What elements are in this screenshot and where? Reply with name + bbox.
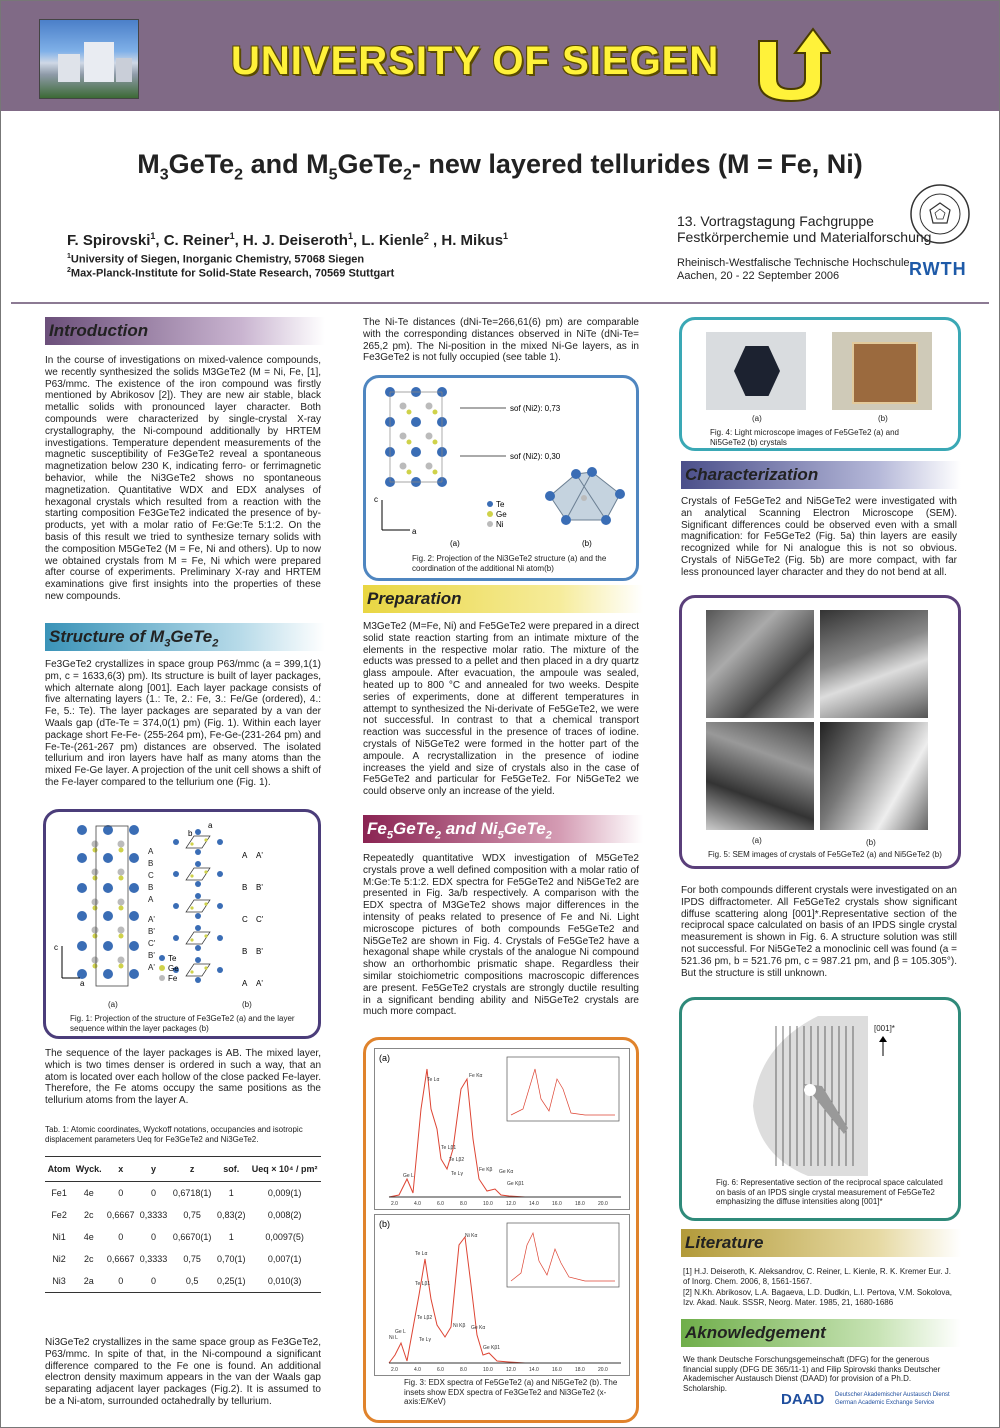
svg-text:Ni Kα: Ni Kα — [465, 1233, 478, 1239]
authors: F. Spirovski$^1$, C. Reiner$^1$, H. J. Deiseroth$^1$, L. Kienle$^2$ , H. Mikus$^1$ — [67, 231, 509, 249]
svg-text:20.0: 20.0 — [598, 1367, 608, 1373]
figure-5-frame — [679, 595, 961, 869]
svg-text:Ge Kβ1: Ge Kβ1 — [483, 1345, 501, 1351]
svg-text:A': A' — [148, 915, 155, 924]
literature-heading: Literature — [681, 1229, 961, 1257]
edx-spectrum-a — [374, 1048, 630, 1210]
table-caption: Tab. 1: Atomic coordinates, Wyckoff notations, occupancies and isotropic displacement parameters Ueq for Fe3GeTe2 and Ni3GeTe2. — [45, 1125, 303, 1144]
fig5-label-b: (b) — [866, 838, 876, 847]
svg-text:A: A — [242, 979, 248, 988]
svg-text:Ni: Ni — [496, 520, 504, 529]
preparation-text: M3GeTe2 (M=Fe, Ni) and Fe5GeTe2 were prepared in a direct solid state reaction starting from an intimate mixture of the elements in the respective molar ratio. The mixture of the educts was pressed to a pellet and then placed in a dry quartz glass ampoule. After evacuation, the ampoule was sealed, heated up to 800 °C and annealed for two weeks. Despite series of experiments, done at different temperatures in attempt to synthesized the Ni-derivate of Fe5GeTe2, we were not successful. In contrast to that a chemical transport reaction was successful in the presence of traces of iodine. crystals of Ni5GeTe2 were formed in the hotter part of the ampoule. A recrystallization in the presence of iodine increases the yield and size of crystals also in the case of Fe5GeTe2 and particular for Fe5GeTe2. For Ni5GeTe2 we could observe only an increase of the yield. — [363, 621, 639, 798]
svg-text:Ge: Ge — [496, 510, 507, 519]
figure-1-frame — [43, 809, 321, 1039]
svg-text:Fe: Fe — [168, 974, 178, 983]
svg-text:8.0: 8.0 — [460, 1367, 467, 1373]
svg-text:Ge L: Ge L — [395, 1329, 406, 1335]
figure-1-structure — [52, 818, 312, 998]
svg-text:Ni L: Ni L — [389, 1335, 398, 1341]
conference-name: 13. Vortragstagung Fachgruppe Festkörperchemie und Materialforschung — [677, 213, 932, 245]
fig1-label-b: (b) — [242, 1000, 252, 1009]
figure-2-caption: Fig. 2: Projection of the Ni3GeTe2 structure (a) and the coordination of the additional Ni atom(b) — [412, 554, 607, 573]
svg-text:16.0: 16.0 — [552, 1201, 562, 1207]
fig5-label-a: (a) — [752, 836, 762, 845]
poster-title: $M_3GeTe_2$ and $M_5GeTe_2-$ new layered tellurides (M = Fe, Ni) — [137, 149, 863, 184]
structure-text: Fe3GeTe2 crystallizes in space group P63/mmc (a = 399,1(1) pm, c = 1633,6(3) pm). Its structure is built of layer packages, which alternate along [001]. Each layer package consists of five alternating layers (1.: Te, 2.: Fe, 3.: Fe/Ge (ordered), 4.: Fe, 5.: Te). The layer packages are separated by a van der Waals gap (dTe-Te = 374,0(1) pm) (Fig. 1). Within each layer package short Fe-Fe- (255-264 pm), Fe-Ge-(231-264 pm) and Fe-Te-(261-267 pm) distances are observed. The isolated tellurium and iron layers have half as many atoms than the mixed Fe-Ge layer. A projection of the unit cell shows a shift of the Fe-layer compared to the tellurium one (Fig. 1). — [45, 659, 321, 788]
svg-text:10.0: 10.0 — [483, 1367, 493, 1373]
svg-text:4.0: 4.0 — [414, 1201, 421, 1207]
svg-text:B': B' — [256, 947, 263, 956]
svg-text:14.0: 14.0 — [529, 1367, 539, 1373]
svg-text:Ge Kα: Ge Kα — [499, 1169, 514, 1175]
svg-text:4.0: 4.0 — [414, 1367, 421, 1373]
figure-3-caption: Fig. 3: EDX spectra of Fe5GeTe2 (a) and Ni5GeTe2 (b). The insets show EDX spectra of Fe3GeTe2 and Ni3GeTe2 (x-axis:E/KeV) — [404, 1378, 618, 1406]
svg-text:20.0: 20.0 — [598, 1201, 608, 1207]
svg-text:Te Lγ: Te Lγ — [451, 1171, 463, 1177]
svg-text:12.0: 12.0 — [506, 1367, 516, 1373]
campus-photo — [39, 19, 139, 99]
svg-text:Fe Kα: Fe Kα — [469, 1073, 483, 1079]
svg-text:Ge Kα: Ge Kα — [471, 1325, 486, 1331]
svg-text:Te Lβ2: Te Lβ2 — [449, 1157, 465, 1163]
svg-text:Te: Te — [168, 954, 177, 963]
svg-text:16.0: 16.0 — [552, 1367, 562, 1373]
svg-text:A': A' — [256, 851, 263, 860]
arrow-up-icon — [878, 1036, 888, 1056]
svg-text:Te Lγ: Te Lγ — [419, 1337, 431, 1343]
m5-heading: $Fe_5GeTe_2$ and $Ni_5GeTe_2$ — [363, 815, 643, 843]
svg-text:Ni Kβ: Ni Kβ — [453, 1323, 466, 1329]
table-row: Ni3 2a 0 0 0,5 0,25(1) 0,010(3) — [52, 1276, 302, 1286]
figure-2-frame — [363, 375, 639, 581]
sequence-text: The sequence of the layer packages is AB. The mixed layer, which is two times denser is ordered in such a way, that an atom is located over each hollow of the close packed Fe-layer. Therefore, the Fe atoms occupy the same positions as the tellurium atoms from the layer A. — [45, 1048, 321, 1107]
table-row: Ni2 2c 0,6667 0,3333 0,75 0,70(1) 0,007(1) — [52, 1254, 302, 1264]
svg-text:6.0: 6.0 — [437, 1367, 444, 1373]
svg-text:(a): (a) — [379, 1053, 390, 1063]
reference-1: [1] H.J. Deiseroth, K. Aleksandrov, C. Reiner, L. Kienle, R. K. Kremer Eur. J. of Inorg. Chem. 2006, 8, 1561-1567. — [683, 1267, 951, 1286]
th-atom: Atom — [45, 1157, 73, 1182]
figure-6-caption: Fig. 6: Representative section of the reciprocal space calculated on basis of an IPDS single crystal measurement of Fe5GeTe2 emphasizing the diffuse intensities along [001]* — [716, 1178, 943, 1206]
svg-text:(b): (b) — [379, 1219, 390, 1229]
th-x: x — [104, 1157, 137, 1182]
svg-text:Te Lβ1: Te Lβ1 — [441, 1145, 457, 1151]
header-separator — [11, 302, 989, 304]
university-logo-icon — [751, 23, 831, 103]
daad-logo: DAAD — [781, 1391, 825, 1408]
rwth-logo: RWTH — [909, 259, 967, 279]
sem-fe5-high — [706, 722, 814, 830]
figure-5-caption: Fig. 5: SEM images of crystals of Fe5GeTe2 (a) and Ni5GeTe2 (b) — [708, 850, 942, 859]
svg-text:C: C — [242, 915, 248, 924]
sem-ni5-high — [820, 722, 928, 830]
svg-text:(a): (a) — [450, 539, 460, 548]
fig4-label-b: (b) — [878, 414, 888, 423]
svg-text:B: B — [242, 947, 248, 956]
sem-fe5-low — [706, 610, 814, 718]
table-row: Ni1 4e 0 0 0,6670(1) 1 0,0097(5) — [52, 1232, 304, 1242]
svg-text:b: b — [188, 829, 193, 838]
intro-text: In the course of investigations on mixed-valence compounds, we recently synthesized the solids M3GeTe2 (M = Ni, Fe, [1], P63/mmc. The existence of the iron compound was firstly mentioned by Abrikosov [2]). They are new air stable, black metallic solids with pronounced layer character. Both compounds were characterized by single-crystal X-ray crystallography, the Ni-compound additionally by HRTEM investigations. Temperature dependent measurements of the magnetic susceptibility of Fe3GeTe2 reveal a spontaneous magnetization below 230 K, indicating ferro- or ferrimagnetic behavior, while the Ni3GeTe2 shows no spontaneous magnetization. Quantitative WDX and EDX analyses of hexagonal crystals which resulted from a reaction with the starting composition Fe3GeTe2 indicated the presence of by-products, yet with a molar ratio of Fe:Ge:Te 5:1:2. On the basis of this result we tried to synthesize ternary solids with the composition M5GeTe2 (M = Fe, Ni and others). Up to now we obtained crystals from M = Fe, Ni which were prepared after course of experiments. Preliminary X-ray and HRTEM examinations give first insights into the properties of these new compounds. — [45, 355, 321, 602]
svg-text:Fe Kβ: Fe Kβ — [479, 1167, 493, 1173]
svg-text:8.0: 8.0 — [460, 1201, 467, 1207]
fig4-label-a: (a) — [752, 414, 762, 423]
svg-text:18.0: 18.0 — [575, 1201, 585, 1207]
svg-text:sof (Ni2): 0,30: sof (Ni2): 0,30 — [510, 452, 561, 461]
ni5-crystal-image — [832, 332, 932, 410]
th-ueq: Ueq × 10⁴ / pm² — [248, 1157, 321, 1182]
table-row: Fe1 4e 0 0 0,6718(1) 1 0,009(1) — [51, 1188, 302, 1198]
figure-4-caption: Fig. 4: Light microscope images of Fe5GeTe2 (a) and Ni5GeTe2 (b) crystals — [710, 428, 899, 447]
svg-text:Ge L: Ge L — [403, 1173, 414, 1179]
direction-label: [001]* — [874, 1024, 895, 1033]
figure-2-structure — [370, 382, 632, 552]
svg-text:14.0: 14.0 — [529, 1201, 539, 1207]
figure-4-frame — [679, 317, 961, 451]
atomic-coordinates-table — [45, 1156, 321, 1293]
th-sof: sof. — [214, 1157, 248, 1182]
characterization-heading: Characterization — [681, 461, 961, 489]
svg-text:(b): (b) — [582, 539, 592, 548]
figure-6-frame — [679, 997, 961, 1221]
svg-text:Te Lα: Te Lα — [427, 1077, 440, 1083]
svg-text:a: a — [412, 527, 417, 536]
svg-text:Te: Te — [496, 500, 505, 509]
affiliation-2: $^2$Max-Planck-Institute for Solid-State Research, 70569 Stuttgart — [67, 267, 395, 280]
svg-text:2.0: 2.0 — [391, 1201, 398, 1207]
svg-text:Ge: Ge — [168, 964, 179, 973]
svg-text:B: B — [242, 883, 248, 892]
svg-text:10.0: 10.0 — [483, 1201, 493, 1207]
svg-text:C': C' — [256, 915, 264, 924]
figure-1-caption: Fig. 1: Projection of the structure of Fe3GeTe2 (a) and the layer sequence within the layer packages (b) — [70, 1014, 295, 1033]
svg-text:12.0: 12.0 — [506, 1201, 516, 1207]
sem-ni5-low — [820, 610, 928, 718]
svg-text:6.0: 6.0 — [437, 1201, 444, 1207]
svg-text:c: c — [54, 943, 58, 952]
svg-text:Te Lα: Te Lα — [415, 1251, 428, 1257]
ni-structure-text: Ni3GeTe2 crystallizes in the same space group as Fe3GeTe2, P63/mmc. In spite of that, in the Ni-compound a significant difference compared to the Fe one is found. An additional electron density maximum appears in the van der Waals gap separating adjacent layer packages (Fig.2). It is assumed to be a Ni-atom, surrounded octahedrally by tellurium. — [45, 1337, 321, 1407]
affiliation-1: $^1$University of Siegen, Inorganic Chemistry, 57068 Siegen — [67, 253, 365, 266]
intro-heading: Introduction — [45, 317, 325, 345]
svg-text:A: A — [148, 895, 154, 904]
svg-text:B': B' — [148, 927, 155, 936]
svg-text:B': B' — [148, 951, 155, 960]
svg-text:a: a — [80, 979, 85, 988]
svg-text:A': A' — [256, 979, 263, 988]
table-row: Fe2 2c 0,6667 0,3333 0,75 0,83(2) 0,008(2) — [51, 1210, 302, 1220]
acknowledgement-text: We thank Deutsche Forschungsgemeinschaft (DFG) for the generous financial supply (DFG DE 365/11-1) and Filip Spirovski thanks Deutscher Akademischer Austausch Dienst (DAAD) for provision of a Ph.D. Scholarship. — [683, 1355, 941, 1393]
th-wyck: Wyck. — [73, 1157, 104, 1182]
reciprocal-space-image — [748, 1016, 878, 1176]
svg-text:C: C — [148, 871, 154, 880]
th-y: y — [137, 1157, 170, 1182]
svg-text:sof (Ni2): 0,73: sof (Ni2): 0,73 — [510, 404, 561, 413]
m5-text: Repeatedly quantitative WDX investigation of M5GeTe2 crystals prove a well defined composition with a molar ratio of M:Ge:Te 5:1:2. EDX spectra for Fe5GeTe2 and Ni5GeTe2 are presented in Fig. 3a/b respectively. A comparison with the EDX spectra of M3GeTe2 shows major differences in the intensity of peaks related to presence of Fe and Ni. Light microscope pictures of both compounds Fe5GeTe2 and Ni5GeTe2 are shown in Fig. 4. Crystals of Fe5GeTe2 have a hexagonal shape while crystals of the analogue Ni compound show an orthorhombic prismatic shape. Regardless their similar stoichiometric compositions macroscopic differences are present. Fe5GeTe2 crystals are strongly ductile resulting in a significant bending ability and Ni5GeTe2 crystals are much more compact. — [363, 853, 639, 1018]
society-seal-icon — [909, 183, 971, 245]
svg-text:Ge Kβ1: Ge Kβ1 — [507, 1181, 525, 1187]
svg-text:B': B' — [256, 883, 263, 892]
svg-text:Te Lβ1: Te Lβ1 — [415, 1281, 431, 1287]
structure-heading: Structure of $M_3GeTe_2$ — [45, 623, 325, 651]
svg-text:2.0: 2.0 — [391, 1367, 398, 1373]
ipds-text: For both compounds different crystals were investigated on an IPDS diffractometer. All Fe5GeTe2 crystals show significant diffuse scattering along [001]*.Representative section of the reciprocal space calculated on basis of an IPDS single crystal measurement is shown in Fig. 6. A structure solution was still not successful. For Ni5GeTe2 a monoclinic cell was found (a = 521.36 pm, b = 521.76 pm, c = 987.21 pm, and β = 105.305°). But the structure is still unknown. — [681, 885, 957, 979]
svg-text:Te Lβ2: Te Lβ2 — [417, 1315, 433, 1321]
preparation-heading: Preparation — [363, 585, 643, 613]
ni-te-text: The Ni-Te distances (dNi-Te=266,61(6) pm) are comparable with the corresponding distances observed in NiTe (dNi-Te= 265,2 pm). The Ni-position in the mixed Ni-Ge layers, as in Fe3GeTe2 is not fully occupied (see table 1). — [363, 317, 639, 364]
characterization-text: Crystals of Fe5GeTe2 and Ni5GeTe2 were investigated with an analytical Scanning Electron Microscope (SEM). Significant differences could be observed even with a small magnification: for Fe5GeTe2 (Fig. 5a) thin layers are easily recognized while for Ni analogue this is not so obvious. Crystals of Ni5GeTe2 (Fig. 5b) are more compact, with far less pronounced layer character and they do not bend at all. — [681, 496, 957, 578]
svg-text:B: B — [148, 859, 154, 868]
fe5-crystal-image — [706, 332, 806, 410]
svg-text:18.0: 18.0 — [575, 1367, 585, 1373]
svg-text:A': A' — [148, 963, 155, 972]
svg-text:A: A — [242, 851, 248, 860]
conference-venue: Rheinisch-Westfalische Technische Hochschule Aachen, 20 - 22 September 2006 — [677, 257, 910, 282]
svg-text:A: A — [148, 847, 154, 856]
svg-text:B: B — [148, 883, 154, 892]
svg-text:C': C' — [148, 939, 156, 948]
figure-3-frame — [363, 1037, 639, 1423]
svg-text:a: a — [208, 821, 213, 830]
svg-text:c: c — [374, 495, 378, 504]
th-z: z — [170, 1157, 214, 1182]
university-name: UNIVERSITY OF SIEGEN — [231, 39, 720, 83]
reference-2: [2] N.Kh. Abrikosov, L.A. Bagaeva, L.D. Dudkin, L.I. Pertova, V.M. Sokolova, Izv. Akad. Nauk. SSSR, Neorg. Mater. 1985, 21, 1680-1686 — [683, 1288, 953, 1307]
daad-subtitle: Deutscher Akademischer Austausch Dienst German Academic Exchange Service — [835, 1392, 950, 1406]
acknowledgement-heading: Aknowledgement — [681, 1319, 961, 1347]
edx-spectrum-b — [374, 1214, 630, 1376]
fig1-label-a: (a) — [108, 1000, 118, 1009]
